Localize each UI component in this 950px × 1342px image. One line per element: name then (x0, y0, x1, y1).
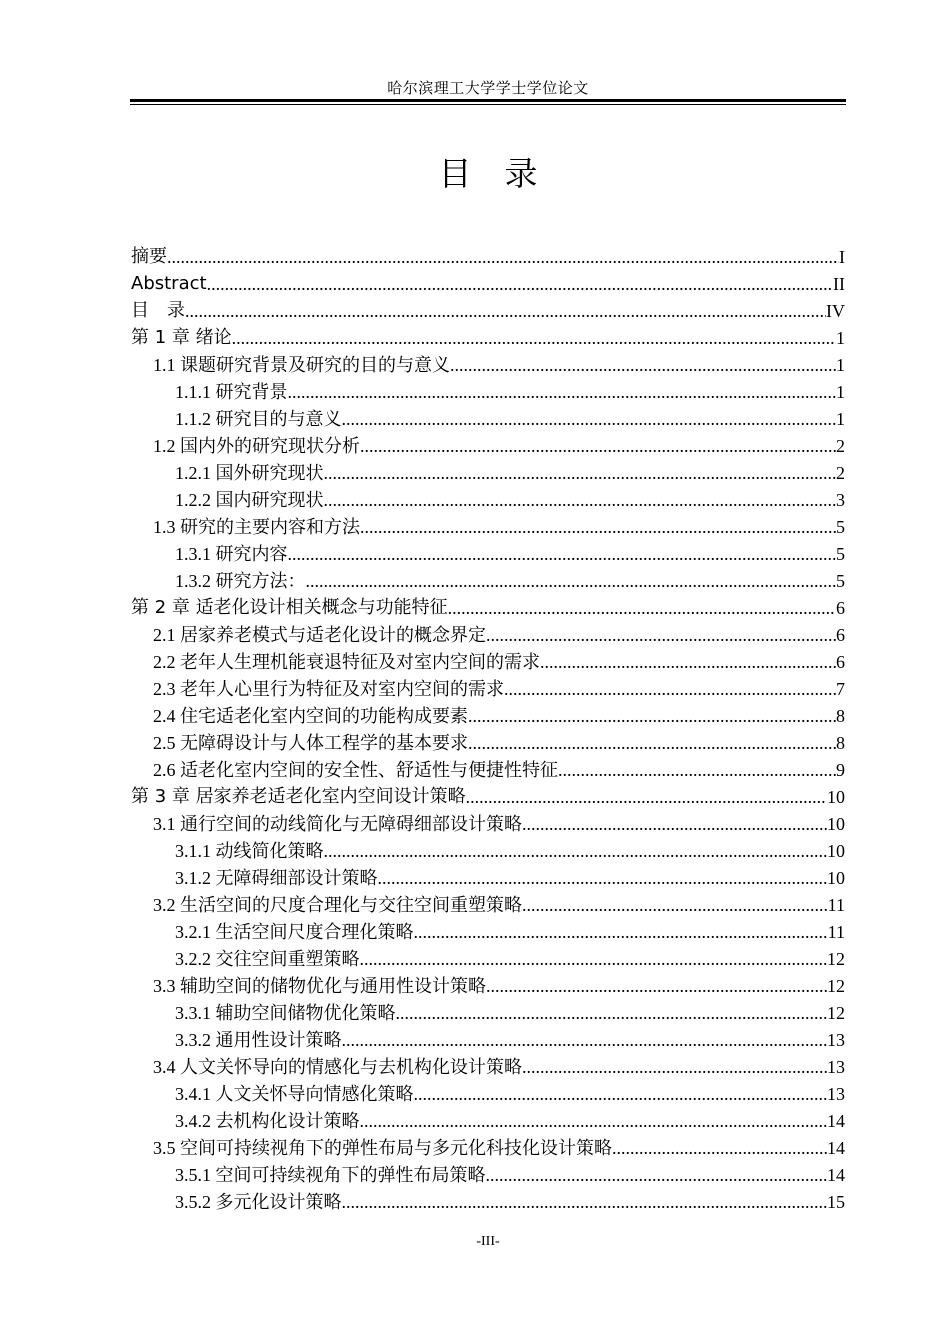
toc-entry[interactable] (131, 674, 845, 701)
toc-dot-leader (468, 731, 836, 755)
toc-dot-leader (466, 785, 827, 809)
toc-dot-leader (450, 353, 836, 377)
toc-entry-page: 10 (827, 787, 845, 807)
toc-entry-page: 1 (836, 355, 845, 375)
toc-entry-title: 3.2 生活空间的尺度合理化与交往空间重塑策略 (153, 895, 522, 915)
toc-entry-title: 2.6 适老化室内空间的安全性、舒适性与便捷性特征 (153, 760, 558, 780)
toc-entry-title: 第 1 章 绪论 (131, 327, 232, 348)
toc-dot-leader (185, 299, 826, 323)
toc-entry-page: 5 (836, 544, 845, 564)
toc-entry-title: 1.3.2 研究方法： (175, 571, 306, 591)
table-of-contents (131, 242, 845, 1214)
toc-entry[interactable] (131, 242, 845, 269)
toc-entry[interactable] (131, 728, 845, 755)
toc-entry[interactable] (131, 404, 845, 431)
toc-dot-leader (486, 1163, 828, 1187)
toc-entry[interactable] (131, 890, 845, 917)
toc-entry-page: 12 (827, 949, 845, 969)
toc-entry-title: 3.2.1 生活空间尺度合理化策略 (175, 922, 414, 942)
toc-entry-title: 3.4.2 去机构化设计策略 (175, 1111, 360, 1131)
toc-entry[interactable] (131, 269, 845, 296)
toc-entry-page: 10 (827, 868, 845, 888)
toc-entry-title: 1.1 课题研究背景及研究的目的与意义 (153, 355, 450, 375)
header-rule-thin (130, 104, 846, 105)
toc-entry-title: 1.3 研究的主要内容和方法 (153, 517, 360, 537)
toc-entry[interactable] (131, 944, 845, 971)
page-number: -III- (476, 1234, 500, 1249)
toc-entry-page: 10 (827, 814, 845, 834)
toc-entry-title: 3.2.2 交往空间重塑策略 (175, 949, 360, 969)
toc-dot-leader (486, 623, 836, 647)
toc-entry-title: 3.4 人文关怀导向的情感化与去机构化设计策略 (153, 1057, 522, 1077)
toc-entry-page: 9 (836, 760, 845, 780)
toc-entry-title: 3.3.1 辅助空间储物优化策略 (175, 1003, 396, 1023)
toc-entry-title: 3.3 辅助空间的储物优化与通用性设计策略 (153, 976, 486, 996)
toc-entry-page: 12 (827, 1003, 845, 1023)
toc-entry-title: 3.5.1 空间可持续视角下的弹性布局策略 (175, 1165, 486, 1185)
toc-entry-title: 第 2 章 适老化设计相关概念与功能特征 (131, 597, 448, 618)
toc-entry-title: 1.2 国内外的研究现状分析 (153, 436, 360, 456)
toc-entry[interactable] (131, 701, 845, 728)
toc-dot-leader (522, 1055, 827, 1079)
toc-entry[interactable] (131, 1052, 845, 1079)
toc-entry-title: 3.1.1 动线简化策略 (175, 841, 324, 861)
header-rule-thick (130, 99, 846, 102)
toc-entry[interactable] (131, 647, 845, 674)
toc-title: 目 录 (438, 154, 538, 193)
toc-entry-page: 14 (827, 1138, 845, 1158)
toc-entry[interactable] (131, 998, 845, 1025)
toc-entry[interactable] (131, 1025, 845, 1052)
toc-entry-page: 14 (827, 1165, 845, 1185)
toc-entry-page: 5 (836, 571, 845, 591)
toc-entry[interactable] (131, 836, 845, 863)
toc-entry[interactable] (131, 539, 845, 566)
toc-entry-page: 11 (827, 895, 845, 915)
toc-dot-leader (232, 326, 836, 350)
toc-entry[interactable] (131, 755, 845, 782)
toc-entry-page: 8 (836, 706, 845, 726)
toc-dot-leader (522, 812, 827, 836)
toc-entry-title: 3.5 空间可持续视角下的弹性布局与多元化科技化设计策略 (153, 1138, 612, 1158)
toc-dot-leader (360, 434, 836, 458)
toc-entry-page: 3 (836, 490, 845, 510)
toc-entry-title: 1.1.1 研究背景 (175, 382, 288, 402)
toc-entry[interactable] (131, 1106, 845, 1133)
toc-entry-title: 3.1.2 无障碍细部设计策略 (175, 868, 378, 888)
toc-entry-title: Abstract (131, 273, 207, 294)
toc-entry[interactable] (131, 296, 845, 323)
toc-dot-leader (342, 1028, 828, 1052)
toc-entry[interactable] (131, 593, 845, 620)
toc-entry[interactable] (131, 485, 845, 512)
toc-dot-leader (504, 677, 836, 701)
toc-entry-title: 2.3 老年人心里行为特征及对室内空间的需求 (153, 679, 504, 699)
toc-dot-leader (324, 839, 828, 863)
toc-entry[interactable] (131, 620, 845, 647)
toc-dot-leader (468, 704, 836, 728)
toc-entry-page: 13 (827, 1030, 845, 1050)
toc-entry-page: 1 (836, 409, 845, 429)
toc-entry-title: 2.4 住宅适老化室内空间的功能构成要素 (153, 706, 468, 726)
toc-entry[interactable] (131, 971, 845, 998)
toc-entry-title: 3.4.1 人文关怀导向情感化策略 (175, 1084, 414, 1104)
toc-dot-leader (396, 1001, 828, 1025)
toc-dot-leader (540, 650, 836, 674)
toc-entry-page: 8 (836, 733, 845, 753)
toc-entry-title: 2.1 居家养老模式与适老化设计的概念界定 (153, 625, 486, 645)
toc-entry-title: 第 3 章 居家养老适老化室内空间设计策略 (131, 786, 466, 807)
toc-dot-leader (448, 596, 836, 620)
toc-entry[interactable] (131, 377, 845, 404)
toc-entry[interactable] (131, 323, 845, 350)
toc-dot-leader (360, 1109, 828, 1133)
toc-entry[interactable] (131, 782, 845, 809)
toc-entry[interactable] (131, 431, 845, 458)
toc-dot-leader (288, 380, 837, 404)
toc-dot-leader (342, 1190, 828, 1214)
toc-entry-page: 6 (836, 625, 845, 645)
toc-dot-leader (324, 488, 837, 512)
toc-entry-title: 2.5 无障碍设计与人体工程学的基本要求 (153, 733, 468, 753)
toc-dot-leader (306, 569, 837, 593)
toc-entry-page: 15 (827, 1192, 845, 1212)
toc-entry[interactable] (131, 512, 845, 539)
toc-entry-page: 6 (836, 652, 845, 672)
toc-entry-title: 1.2.1 国外研究现状 (175, 463, 324, 483)
toc-entry-title: 3.3.2 通用性设计策略 (175, 1030, 342, 1050)
toc-entry[interactable] (131, 458, 845, 485)
toc-entry-title: 目 录 (131, 300, 185, 321)
toc-entry[interactable] (131, 863, 845, 890)
toc-dot-leader (324, 461, 837, 485)
toc-entry-page: 2 (836, 436, 845, 456)
toc-dot-leader (207, 272, 833, 296)
toc-entry-page: 13 (827, 1084, 845, 1104)
toc-entry-page: 5 (836, 517, 845, 537)
toc-dot-leader (378, 866, 828, 890)
toc-entry-page: 7 (836, 679, 845, 699)
toc-entry-page: II (833, 274, 845, 294)
toc-entry-title: 1.2.2 国内研究现状 (175, 490, 324, 510)
toc-entry[interactable] (131, 1133, 845, 1160)
toc-entry[interactable] (131, 350, 845, 377)
toc-dot-leader (522, 893, 828, 917)
toc-entry[interactable] (131, 566, 845, 593)
toc-entry-title: 3.5.2 多元化设计策略 (175, 1192, 342, 1212)
toc-entry-page: 10 (827, 841, 845, 861)
toc-entry-page: IV (826, 301, 845, 321)
toc-dot-leader (558, 758, 836, 782)
toc-entry-page: 13 (827, 1057, 845, 1077)
running-header: 哈尔滨理工大学学士学位论文 (387, 81, 589, 97)
toc-entry-title: 摘要 (131, 246, 167, 267)
toc-dot-leader (414, 1082, 828, 1106)
toc-dot-leader (360, 515, 836, 539)
toc-dot-leader (486, 974, 827, 998)
toc-dot-leader (342, 407, 837, 431)
toc-entry-page: 2 (836, 463, 845, 483)
toc-dot-leader (288, 542, 837, 566)
toc-dot-leader (612, 1136, 827, 1160)
toc-entry[interactable] (131, 1160, 845, 1187)
toc-entry-page: 14 (827, 1111, 845, 1131)
toc-entry[interactable] (131, 1079, 845, 1106)
toc-entry-page: I (839, 247, 845, 267)
toc-dot-leader (360, 947, 828, 971)
toc-entry-page: 1 (836, 382, 845, 402)
toc-dot-leader (167, 245, 839, 269)
toc-entry-page: 6 (836, 598, 845, 618)
toc-entry-title: 1.1.2 研究目的与意义 (175, 409, 342, 429)
toc-entry-title: 3.1 通行空间的动线简化与无障碍细部设计策略 (153, 814, 522, 834)
toc-entry-title: 2.2 老年人生理机能衰退特征及对室内空间的需求 (153, 652, 540, 672)
toc-entry-page: 11 (827, 922, 845, 942)
toc-entry-page: 12 (827, 976, 845, 996)
toc-entry[interactable] (131, 1187, 845, 1214)
toc-entry[interactable] (131, 809, 845, 836)
toc-entry-page: 1 (836, 328, 845, 348)
toc-dot-leader (414, 920, 828, 944)
toc-entry-title: 1.3.1 研究内容 (175, 544, 288, 564)
toc-entry[interactable] (131, 917, 845, 944)
